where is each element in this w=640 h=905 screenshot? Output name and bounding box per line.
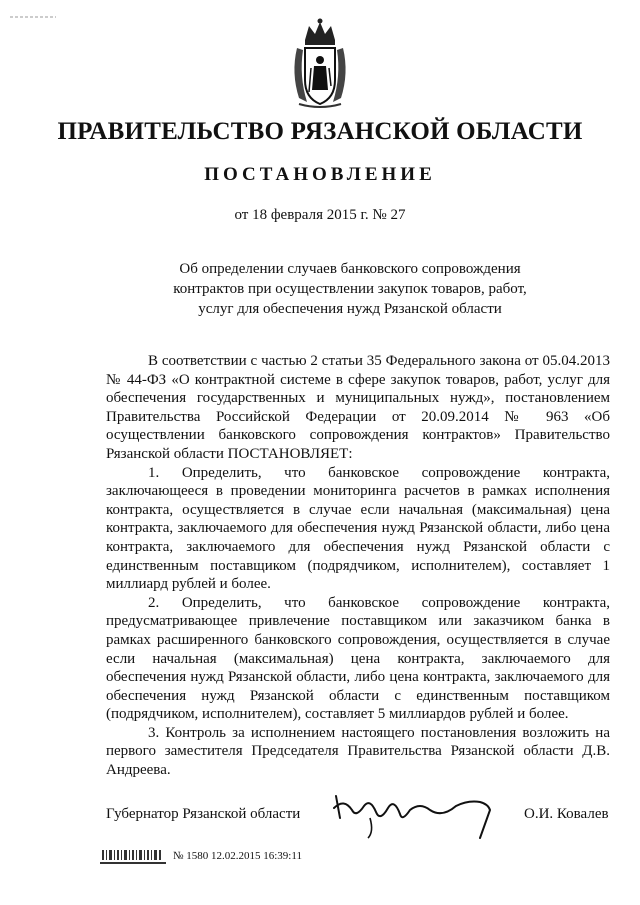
registration-number: № 1580 12.02.2015 16:39:11	[173, 850, 302, 862]
preamble-paragraph: В соответствии с частью 2 статьи 35 Федерального закона от 05.04.2013 № 44-ФЗ «О контрактной системе в сфере закупок товаров, работ, услуг для обеспечения государственных и муниципальных нужд», постановлением Правительства Российской Федерации от 20.09.2014 № 963 «Об осуществлении банковского сопровождения контрактов» Правительство Рязанской области ПОСТАНОВЛЯЕТ:	[106, 353, 610, 462]
clause-2-paragraph: 2. Определить, что банковское сопровождение контракта, предусматривающее привлечение поставщиком или заказчиком банка в рамках расширенного банковского сопровождения, осуществляется в случае если начальная (максимальная) цена контракта, заключаемого для обеспечения нужд Рязанской области, либо цена контракта, заключаемого для обеспечения нужд Рязанской области с единственным поставщиком (подрядчиком, исполнителем), составляет 5 миллиардов рублей и более.	[106, 594, 610, 723]
scan-artifact	[10, 6, 56, 10]
handwritten-signature	[330, 788, 500, 840]
organization-title: ПРАВИТЕЛЬСТВО РЯЗАНСКОЙ ОБЛАСТИ	[57, 118, 583, 145]
document-subject	[150, 259, 550, 319]
subject-line: Об определении случаев банковского сопровождения	[179, 261, 521, 277]
document-date-number: от 18 февраля 2015 г. № 27	[234, 207, 406, 223]
signatory-name: О.И. Ковалев	[524, 806, 609, 822]
registry-stamp-icon	[100, 848, 166, 866]
signatory-role: Губернатор Рязанской области	[106, 806, 301, 822]
document-body	[106, 352, 610, 780]
subject-line: услуг для обеспечения нужд Рязанской области	[198, 301, 502, 317]
clause-3-paragraph: 3. Контроль за исполнением настоящего постановления возложить на первого заместителя Председателя Правительства Рязанской области Д.В. Андреева.	[106, 724, 610, 779]
subject-line: контрактов при осуществлении закупок товаров, работ,	[173, 281, 527, 297]
clause-1-paragraph: 1. Определить, что банковское сопровождение контракта, заключающееся в проведении мониторинга расчетов в рамках исполнения контракта, осуществляется в случае если начальная (максимальная) цена контракта, заключаемого для обеспечения нужд Рязанской области, либо цена контракта, заключаемого для обеспечения нужд Рязанской области с единственным поставщиком (подрядчиком, исполнителем), составляет 1 миллиард рублей и более.	[106, 464, 610, 593]
coat-of-arms-icon	[289, 18, 351, 110]
document-type: ПОСТАНОВЛЕНИЕ	[204, 164, 436, 185]
